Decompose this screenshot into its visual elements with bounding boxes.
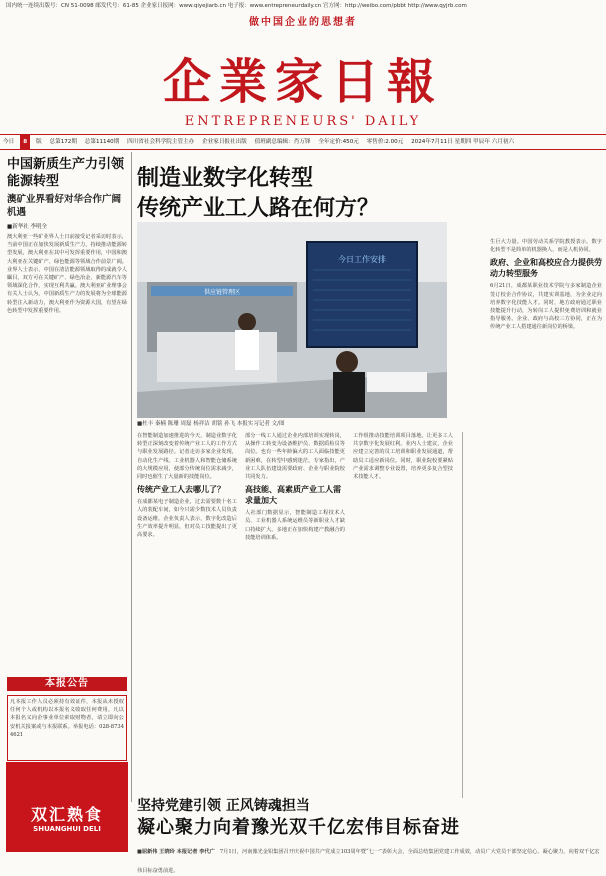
page-unit: 版: [36, 139, 42, 145]
sponsor: 四川省社会科学院主管主办: [127, 139, 195, 145]
factory-photo-illustration: [137, 222, 447, 418]
col1-body: 在智能制造加速推进的今天，制造业数字化转型正深刻改变着传统产业工人的工作方式与职业发展路径。记者走访多家企业发现，自动化生产线、工业机器人和智能仓储系统的大规模应用，使部分传统岗位需求减少，同时也催生了大量新的技能岗位。: [137, 433, 237, 481]
bottom-body: 7月1日，河南豫光金铅集团召开庆祝中国共产党成立103周年暨“七一”表彰大会，全面总结集团党建工作成效，动员广大党员干部坚定信心、凝心聚力，向着双千亿宏伟目标奋勇前进。: [137, 849, 600, 874]
lead-column-2: [245, 432, 345, 798]
annual-price: 全年定价:450元: [318, 139, 359, 145]
col2-body: 部分一线工人通过企业内部培训实现转岗，从操作工转变为设备维护员、数据质检员等岗位。也有一些年龄偏大的工人面临技能更新困难，在转型中感到迷茫。专家指出，产业工人队伍建设需要政府、企业与职业院校共同发力。: [245, 433, 345, 481]
masthead-english: ENTREPRENEURS' DAILY: [184, 114, 422, 129]
lead-column-1: [137, 432, 237, 798]
sidebar-article: [3, 152, 132, 802]
issue-date: 2024年7月11日 星期四 甲辰年 六月初六: [411, 139, 515, 145]
sidebar-byline: ■新华社 李明全: [7, 224, 47, 230]
lead-column-right: [490, 238, 602, 798]
bottom-kicker: 坚持党建引领 正风铸魂担当: [137, 798, 310, 814]
right-body-2: 6月21日，成都某职业技术学院与多家制造企业签订校企合作协议，共建实训基地，为企业定向培养数字化技能人才。同时，地方政府通过职业技能提升行动，为转岗工人提供免费培训和就业指导服务。企业、政府与高校三方协同，正在为传统产业工人搭建通往新岗位的桥梁。: [490, 283, 602, 331]
bottom-article: [137, 838, 602, 874]
lead-column-3: [353, 432, 453, 798]
right-body: 生巨大力量。中国劳动关系学院教授表示，数字化转型不是简单的机器换人，而是人机协同。: [490, 239, 602, 254]
today-label: 今日: [3, 139, 15, 145]
ad-brand: 双汇熟食: [30, 805, 103, 824]
sidebar-subtitle: 澳矿业界看好对华合作广阔机遇: [7, 194, 122, 218]
col1-body-2: 在成都某电子制造企业，过去需要数十名工人的装配车间，如今只需少数技术人员负责设备运维。企业负责人表示，数字化改造后生产效率提升明显，但对员工技能提出了更高要求。: [137, 499, 237, 539]
bottom-headline: 凝心聚力向着豫光双千亿宏伟目标奋进: [137, 817, 460, 838]
deli-ad: [6, 762, 128, 852]
sidebar-title: 中国新质生产力引领能源转型: [7, 157, 125, 189]
right-subheading: 政府、企业和高校应合力提供劳动力转型服务: [490, 257, 602, 279]
lead-headline-line1: 制造业数字化转型: [137, 165, 314, 191]
issue-info-bar: [0, 134, 606, 150]
col1-subheading: 传统产业工人去哪儿了？: [137, 484, 225, 495]
lead-headline: [137, 163, 457, 223]
col3-body: 工作组推动技能培训项目落地，让更多工人共享数字化发展红利。业内人士建议，企业应建立完善的员工培训和职业发展通道，帮助员工适应新岗位。同时，职业院校要紧贴产业需求调整专业设置，培养更多复合型技术技能人才。: [353, 433, 453, 481]
single-price: 零售价:2.00元: [366, 139, 404, 145]
total-issue: 总第11140期: [84, 139, 120, 145]
issue-number: 总第172期: [49, 139, 77, 145]
ad-brand-en: SHUANGHUI DELI: [33, 825, 101, 833]
slogan: 做中国企业的思想者: [249, 17, 357, 28]
col2-body-2: 人社部门数据显示，智能制造工程技术人员、工业机器人系统运维员等新职业人才缺口持续扩大。多地正在加快构建产教融合的技能培训体系。: [245, 510, 345, 541]
page-count: 8: [20, 135, 30, 149]
sidebar-body: 澳大利亚一些矿业界人士日前接受记者采访时表示，当前中国正在加快发展新质生产力，持续推动能源转型发展，澳大利亚在其中可发挥重要作用，中国和澳大利亚在关键矿产、绿色能源等领域合作前景广阔。业界人士表示，中国在清洁能源领域取得的成就令人瞩目，双方可在关键矿产、绿色冶金、新能源汽车等领域深化合作，实现互利共赢。澳大利亚矿业理事会有关人士认为，中国新质生产力的发展将为全球能源转型注入新动力，澳大利亚作为资源大国，有望在绿色转型中发挥重要作用。: [7, 234, 127, 314]
header-info-line: 国内统一连续出版号：CN 51-0098 邮发代号：61-85 企业家日报网：www.qiyejiarb.cn 电子报：www.entrepreneurdaily.cn 官方网：http://weibo.com/pbbt http://www.qyjrb.com: [6, 3, 467, 9]
photo-sign-text: 供应链管理区: [203, 289, 241, 296]
photo-screen-title: 今日工作安排: [338, 255, 386, 264]
bottom-byline: ■屈新伟 王晓玲 本报记者 李代广: [137, 849, 215, 855]
duty-editor: 值班副总编辑：肖万锋: [254, 139, 311, 145]
lead-headline-line2: 传统产业工人路在何方？: [137, 195, 380, 221]
col2-subheading: 高技能、高素质产业工人需求量加大: [245, 484, 341, 506]
photo-caption: ■杜丰 秦楠 陈珊 周磊 杨祥洁 胡铭 孙飞 本报实习记者 文/图: [137, 421, 285, 427]
notice-body: 凡本报工作人员必须持有效证件，本报从未授权任何个人或机构以本报名义收取任何费用。凡以本报名义向企事业单位索取财物者，请立即向公安机关报案或与本报联系。举报电话：028-87344621: [7, 695, 127, 761]
lead-photo: [137, 222, 447, 418]
masthead-title: 企業家日報: [162, 54, 443, 110]
column-divider: [462, 432, 463, 798]
publisher: 企业家日报社出版: [202, 139, 247, 145]
notice-heading: 本报公告: [7, 677, 127, 691]
